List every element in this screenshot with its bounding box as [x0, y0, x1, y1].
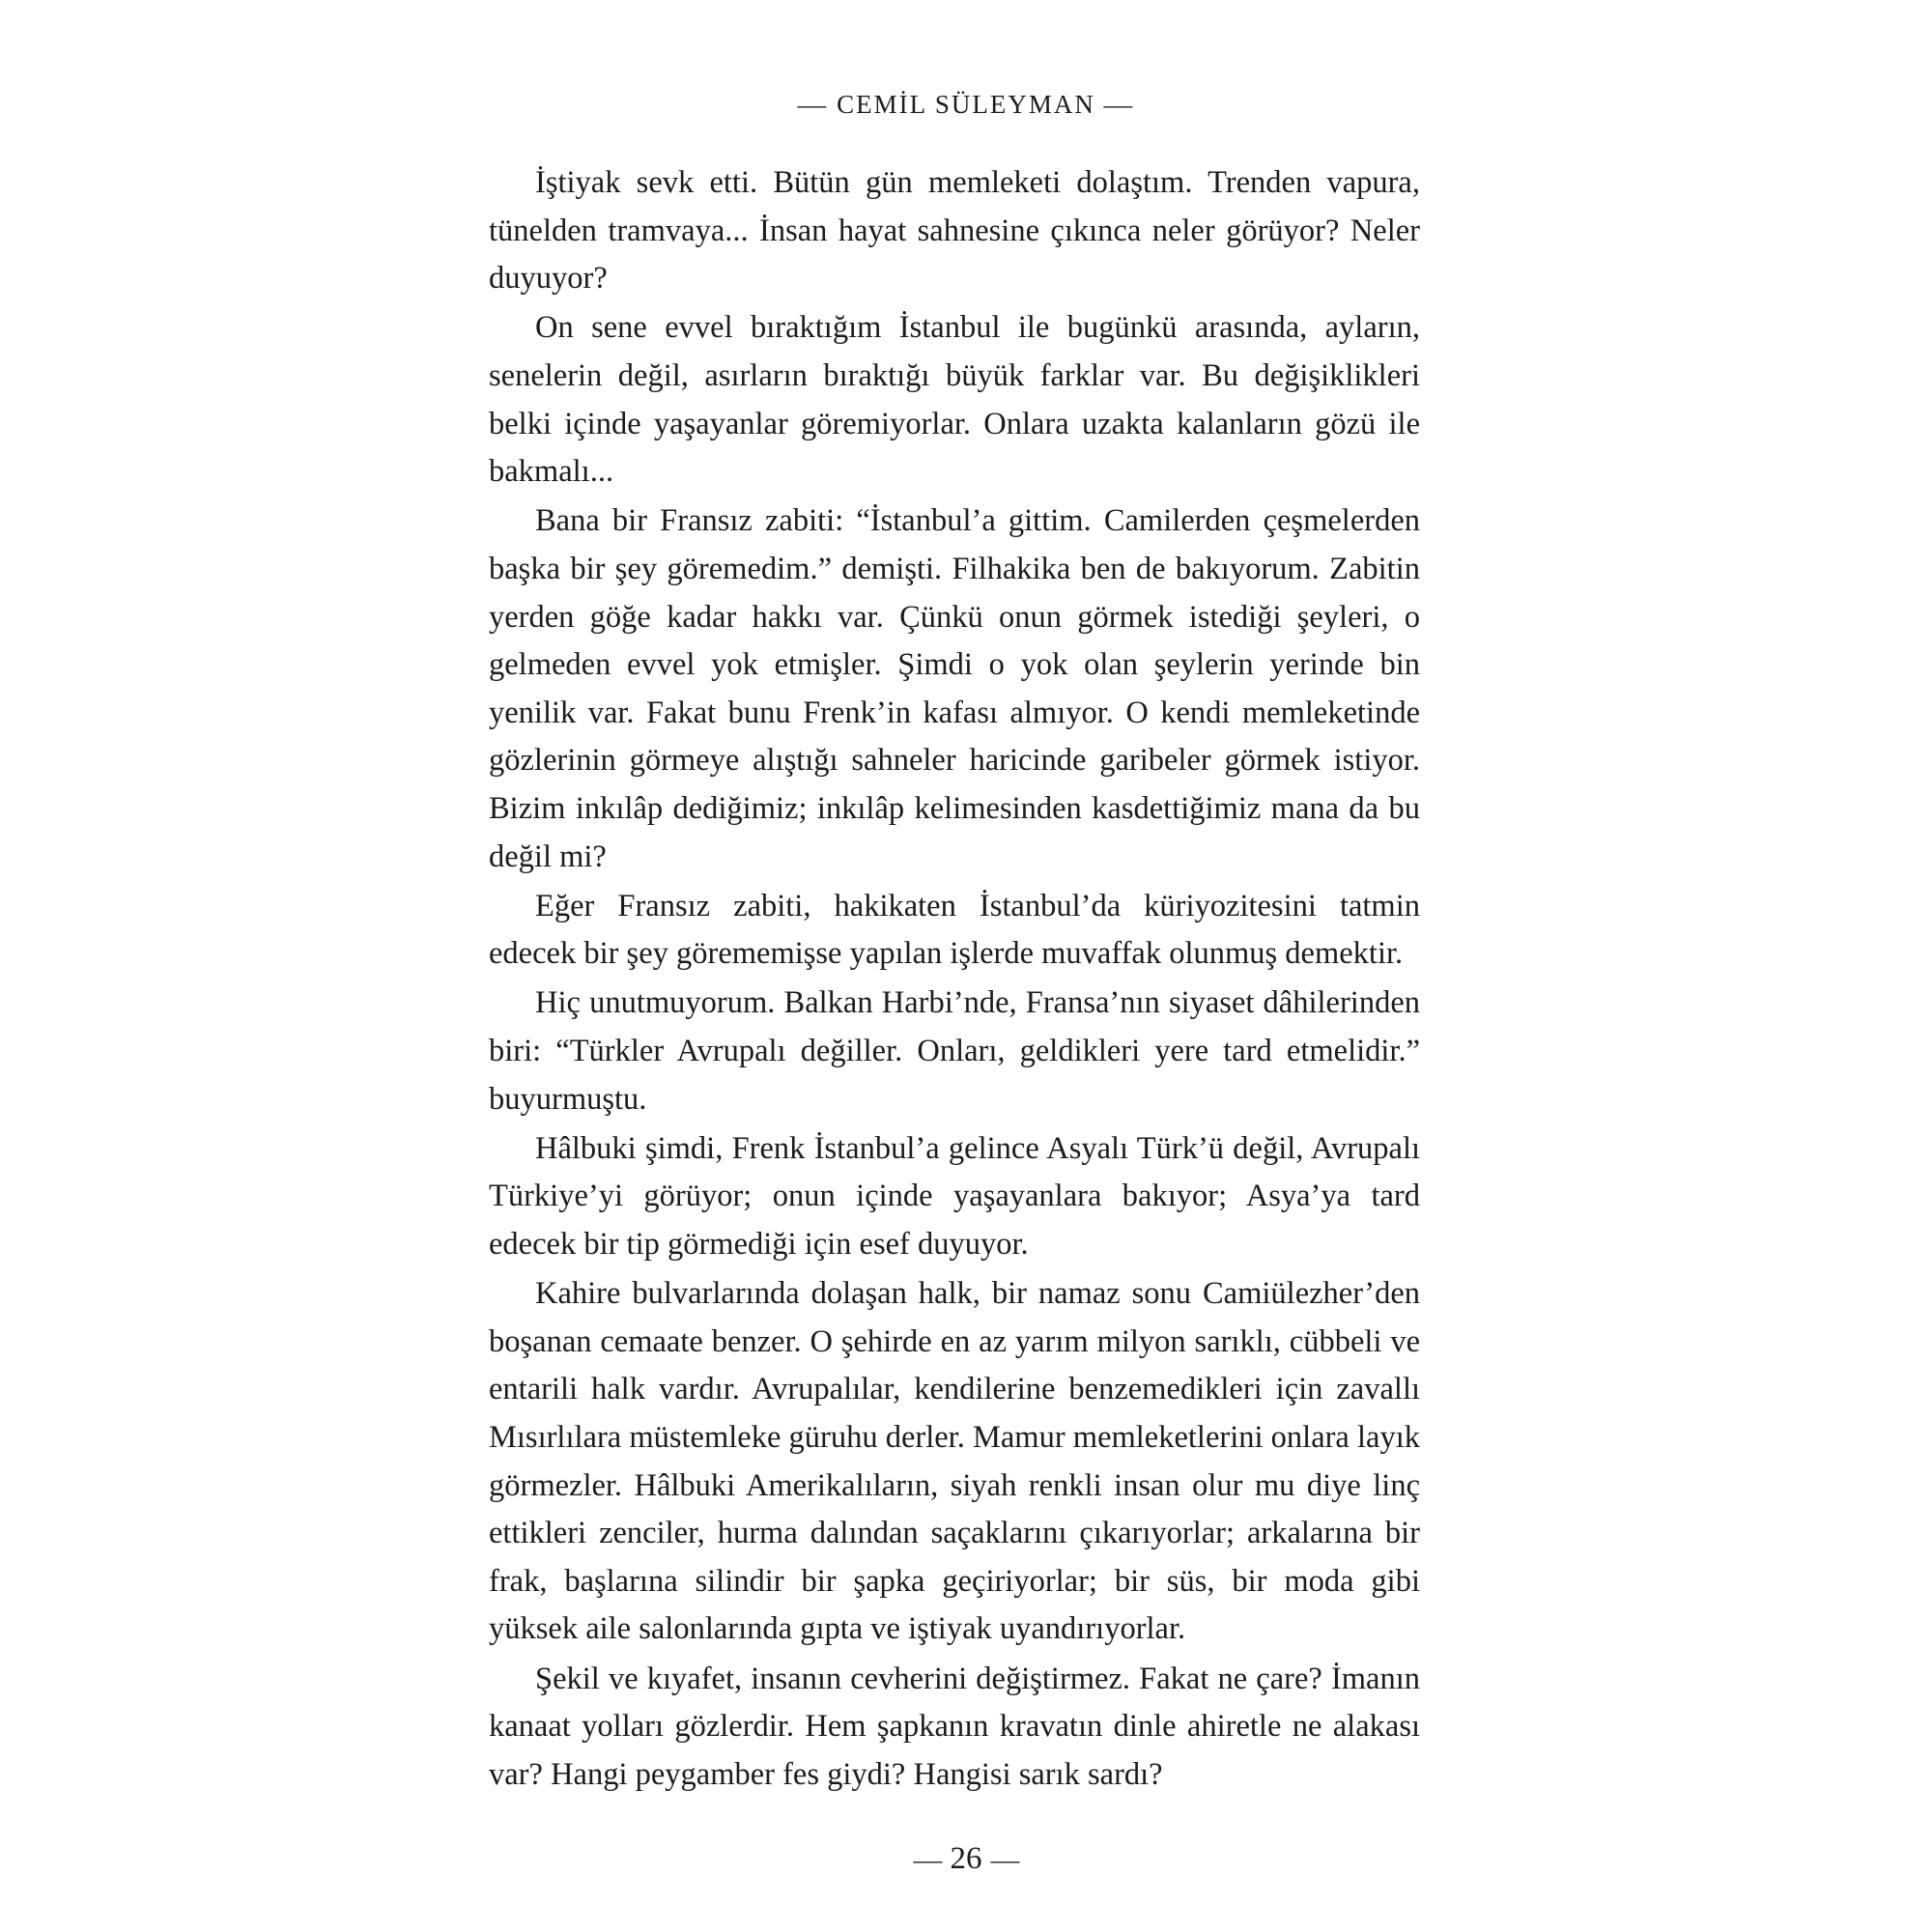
- paragraph: Kahire bulvarlarında dolaşan halk, bir namaz sonu Camiülezher’den boşanan cemaate benzer. O şehirde en az yarım milyon sarıklı, cübbeli ve entarili halk vardır. Avrupalılar, kendilerine benzemedikleri için zavallı Mısırlılara müstemleke güruhu derler. Mamur memleketlerini onlara layık görmezler. Hâlbuki Amerikalıların, siyah renkli insan olur mu diye linç ettikleri zenciler, hurma dalından saçaklarını çıkarıyorlar; arkalarına bir frak, başlarına silindir bir şapka geçiriyorlar; bir süs, bir moda gibi yüksek aile salonlarında gıpta ve iştiyak uyandırıyorlar.: [489, 1276, 1420, 1647]
- running-head-right-ornament: —: [1103, 90, 1135, 119]
- running-head: [0, 85, 1932, 124]
- running-head-title: CEMİL SÜLEYMAN: [837, 90, 1095, 119]
- paragraph: Eğer Fransız zabiti, hakikaten İstanbul’da küriyozitesini tatmin edecek bir şey görememişse yapılan işlerde muvaffak olunmuş demektir.: [489, 888, 1420, 972]
- running-head-left-ornament: —: [797, 90, 829, 119]
- page-number-footer: [0, 1835, 1932, 1883]
- page-number: 26: [950, 1841, 982, 1876]
- paragraph: Bana bir Fransız zabiti: “İstanbul’a gittim. Camilerden çeşmelerden başka bir şey göremedim.” demişti. Filhakika ben de bakıyorum. Zabitin yerden göğe kadar hakkı var. Çünkü onun görmek istediği şeyleri, o gelmeden evvel yok etmişler. Şimdi o yok olan şeylerin yerinde bin yenilik var. Fakat bunu Frenk’in kafası almıyor. O kendi memleketinde gözlerinin görmeye alıştığı sahneler haricinde garibeler görmek istiyor. Bizim inkılâp dediğimiz; inkılâp kelimesinden kasdettiğimiz mana da bu değil mi?: [489, 503, 1420, 874]
- folio-right-ornament: —: [990, 1845, 1019, 1874]
- paragraph: Şekil ve kıyafet, insanın cevherini değiştirmez. Fakat ne çare? İmanın kanaat yolları gözlerdir. Hem şapkanın kravatın dinle ahiretle ne alakası var? Hangi peygamber fes giydi? Hangisi sarık sardı?: [489, 1661, 1420, 1792]
- folio-left-ornament: —: [913, 1845, 942, 1874]
- paragraph: On sene evvel bıraktığım İstanbul ile bugünkü arasında, ayların, senelerin değil, asırların bıraktığı büyük farklar var. Bu değişiklikleri belki içinde yaşayanlar göremiyorlar. Onlara uzakta kalanların gözü ile bakmalı...: [489, 310, 1420, 490]
- paragraph: İştiyak sevk etti. Bütün gün memleketi dolaştım. Trenden vapura, tünelden tramvaya... İnsan hayat sahnesine çıkınca neler görüyor? Neler duyuyor?: [489, 165, 1420, 297]
- body-text: [489, 159, 1420, 1801]
- paragraph: Hâlbuki şimdi, Frenk İstanbul’a gelince Asyalı Türk’ü değil, Avrupalı Türkiye’yi görüyor; onun içinde yaşayanlara bakıyor; Asya’ya tard edecek bir tip görmediği için esef duyuyor.: [489, 1130, 1420, 1263]
- paragraph: Hiç unutmuyorum. Balkan Harbi’nde, Fransa’nın siyaset dâhilerinden biri: “Türkler Avrupalı değiller. Onları, geldikleri yere tard etmelidir.” buyurmuştu.: [489, 985, 1420, 1117]
